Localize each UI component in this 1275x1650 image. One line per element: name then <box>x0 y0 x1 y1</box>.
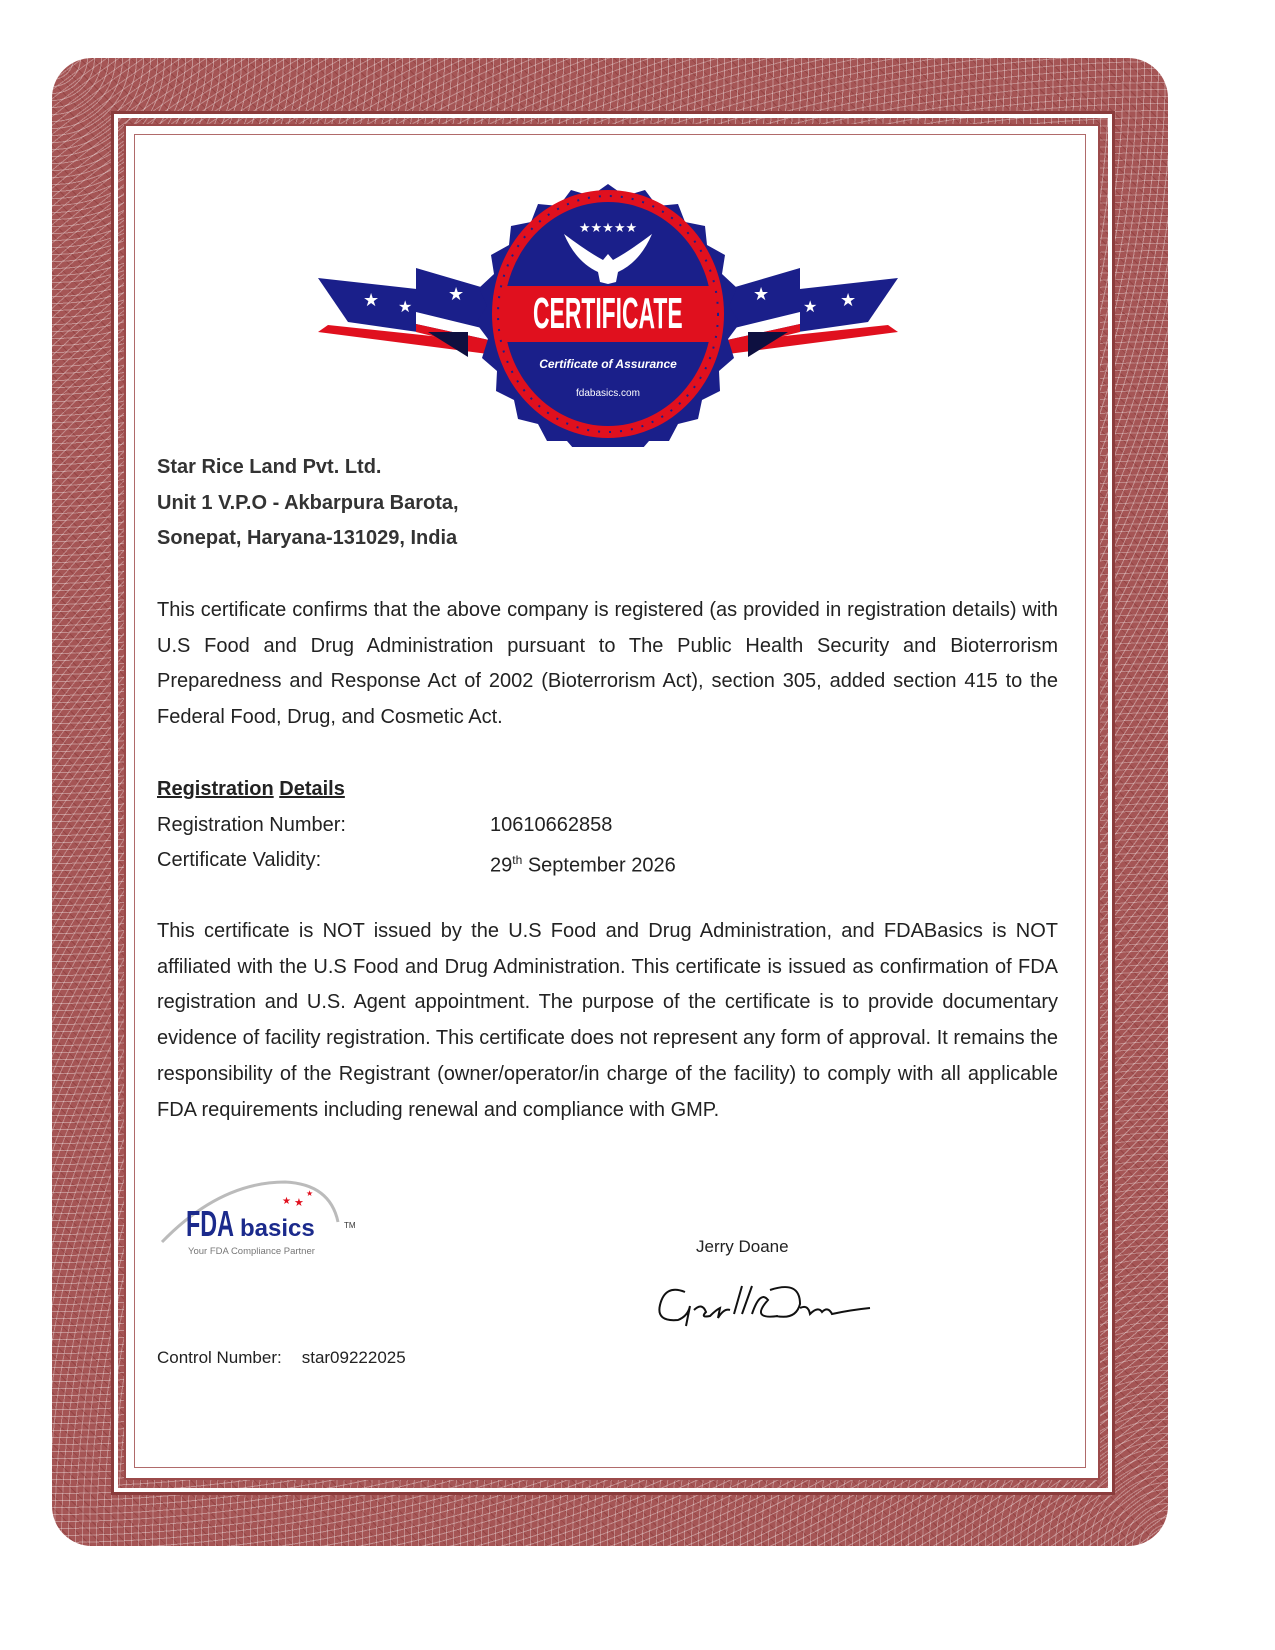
validity-suffix: th <box>512 853 523 868</box>
validity-value <box>490 843 676 884</box>
registration-number-value: 10610662858 <box>490 813 613 836</box>
logo-stars-icon <box>282 1189 313 1209</box>
validity-month-year: September 2026 <box>522 855 676 878</box>
validity-day: 29 <box>490 855 513 878</box>
ribbon-left <box>318 268 498 357</box>
control-number-value: star09222025 <box>301 1348 406 1367</box>
control-number <box>157 1348 406 1368</box>
logo-brand-basics: basics <box>240 1215 315 1242</box>
badge-title-box <box>504 288 712 340</box>
disclaimer-paragraph: This certificate is NOT issued by the U.S Food and Drug Administration, and FDABasics is NOT affiliated with the U.S Food and Drug Administration. This certificate is issued as confirmation of FDA registration and U.S. Agent appointment. The purpose of the certificate is to provide documentary evidence of facility registration. This certificate does not represent any form of approval. It remains the responsibility of the Registrant (owner/operator/in charge of the facility) to comply with all applicable FDA requirements including renewal and compliance with GMP. <box>157 920 1058 1121</box>
svg-text:★: ★ <box>398 299 413 316</box>
address-line-2: Sonepat, Haryana-131029, India <box>157 527 458 549</box>
company-name: Star Rice Land Pvt. Ltd. <box>157 456 382 478</box>
registration-heading-1: Registration <box>157 778 274 800</box>
company-address <box>157 450 1058 557</box>
svg-text:★: ★ <box>363 290 380 310</box>
signer-name: Jerry Doane <box>696 1237 789 1256</box>
svg-text:★: ★ <box>282 1196 291 1207</box>
signature <box>650 1280 875 1340</box>
svg-text:★: ★ <box>803 299 818 316</box>
badge-title: CERTIFICATE <box>533 289 683 338</box>
svg-text:★: ★ <box>294 1197 304 1209</box>
badge-website: fdabasics.com <box>576 388 640 399</box>
logo-brand-fda: FDA <box>186 1203 234 1244</box>
ribbon-right <box>718 268 898 357</box>
logo-trademark: TM <box>344 1221 356 1230</box>
control-number-label: Control Number: <box>157 1348 282 1367</box>
logo-tagline: Your FDA Compliance Partner <box>188 1246 315 1257</box>
badge-subtitle: Certificate of Assurance <box>539 357 677 371</box>
fdabasics-logo <box>160 1172 360 1262</box>
stars-icon: ★★★★★ <box>578 220 638 235</box>
svg-text:★: ★ <box>306 1189 314 1198</box>
registration-heading-2: Details <box>279 778 345 800</box>
svg-text:★: ★ <box>753 284 770 304</box>
registration-number-label: Registration Number: <box>157 813 346 836</box>
address-line-1: Unit 1 V.P.O - Akbarpura Barota, <box>157 491 459 514</box>
svg-text:★: ★ <box>840 290 857 310</box>
validity-label: Certificate Validity: <box>157 849 322 872</box>
intro-paragraph: This certificate confirms that the above company is registered (as provided in registration details) with U.S Food and Drug Administration pursuant to The Public Health Security and Bioterrorism Preparedness and Response Act of 2002 (Bioterrorism Act), section 305, added section 415 to the Federal Food, Drug, and Cosmetic Act. <box>157 599 1058 729</box>
registration-details <box>157 772 1058 885</box>
svg-text:★: ★ <box>448 284 465 304</box>
